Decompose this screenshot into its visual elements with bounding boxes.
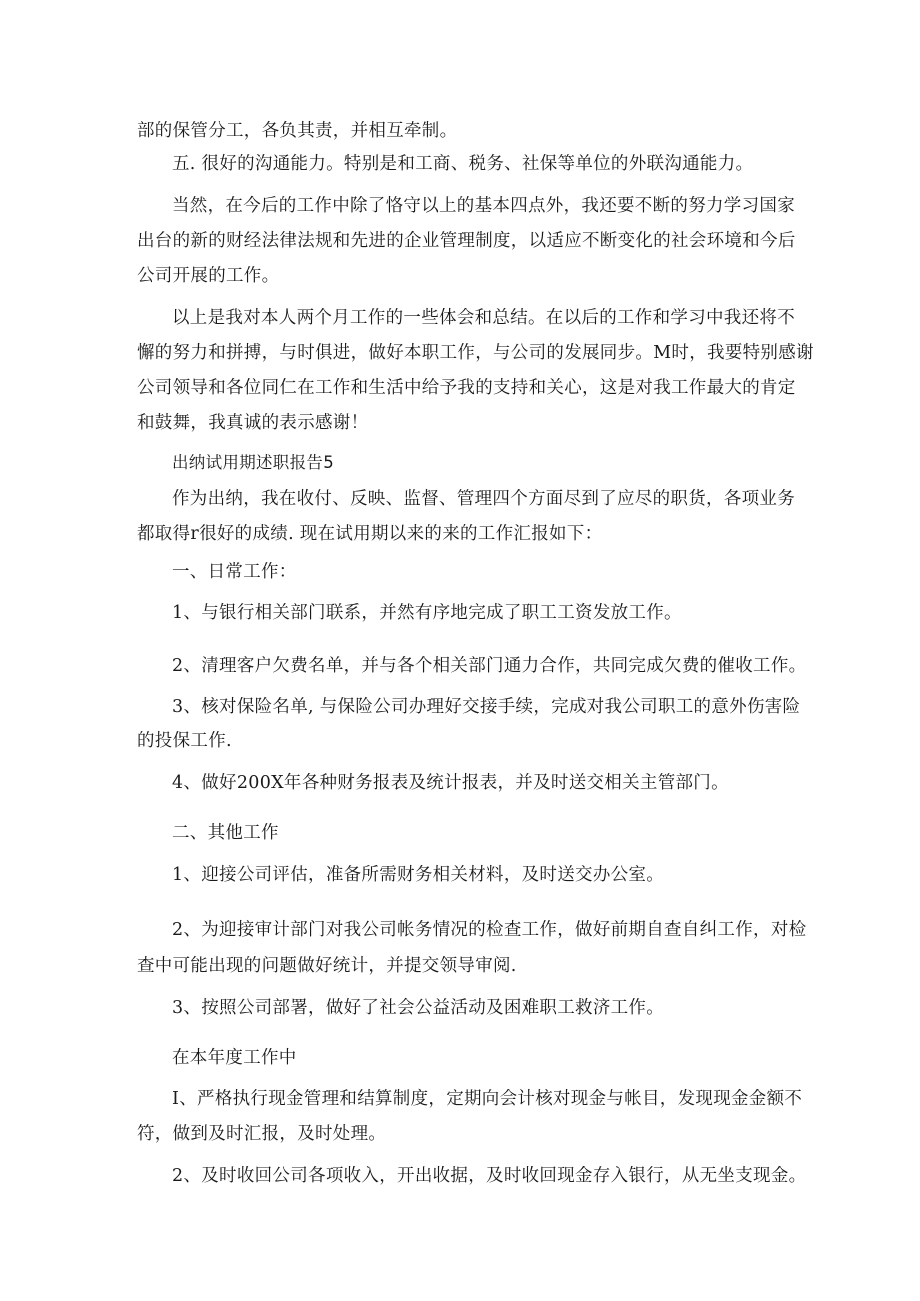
paragraph-line: 1、与银行相关部门联系，并然有序地完成了职工工资发放工作。 [172, 603, 682, 623]
paragraph-line: 都取得r很好的成绩. 现在试用期以来的来的工作汇报如下： [137, 524, 603, 544]
paragraph-line: 公司领导和各位同仁在工作和生活中给予我的支持和关心，这是对我工作最大的肯定 [137, 378, 796, 398]
paragraph-line: 1、迎接公司评估，准备所需财务相关材料，及时送交办公室。 [172, 865, 665, 885]
paragraph-line: 出台的新的财经法律法规和先进的企业管理制度，以适应不断变化的社会环境和今后 [137, 231, 796, 251]
paragraph-line: 2、为迎接审计部门对我公司帐务情况的检查工作，做好前期自查自纠工作，对检 [172, 920, 807, 940]
paragraph-line: 查中可能出现的问题做好统计，并提交领导审阅. [137, 956, 517, 976]
paragraph-line: 2、及时收回公司各项收入，开出收据，及时收回现金存入银行，从无坐支现金。 [172, 1166, 807, 1186]
paragraph-line: 的投保工作. [137, 731, 232, 751]
paragraph-line: 懈的努力和拼搏，与时俱进，做好本职工作，与公司的发展同步。M时，我要特别感谢 [137, 343, 814, 363]
paragraph-line: 以上是我对本人两个月工作的一些体会和总结。在以后的工作和学习中我还将不 [172, 308, 795, 328]
paragraph-line: 3、核对保险名单, 与保险公司办理好交接手续，完成对我公司职工的意外伤害险 [172, 697, 801, 717]
paragraph-line: 一、日常工作： [172, 562, 297, 582]
paragraph-line: 公司开展的工作。 [137, 266, 280, 286]
paragraph-line: 2、清理客户欠费名单，并与各个相关部门通力合作，共同完成欠费的催收工作。 [172, 656, 807, 676]
paragraph-line: 符，做到及时汇报，及时处理。 [137, 1124, 387, 1144]
paragraph-line: 4、做好200X年各种财务报表及统计报表，并及时送交相关主管部门。 [172, 773, 729, 793]
paragraph-line: 在本年度工作中 [172, 1048, 297, 1068]
paragraph-line: 二、其他工作 [172, 823, 279, 843]
paragraph-line: 五. 很好的沟通能力。特别是和工商、税务、社保等单位的外联沟通能力。 [172, 154, 754, 174]
paragraph-line: 和鼓舞，我真诚的表示感谢！ [137, 413, 369, 433]
paragraph-line: 3、按照公司部署，做好了社会公益活动及困难职工救济工作。 [172, 998, 665, 1018]
paragraph-line: 作为出纳，我在收付、反映、监督、管理四个方面尽到了应尽的职货，各项业务 [172, 489, 795, 509]
paragraph-line: I、严格执行现金管理和结算制度，定期向会计核对现金与帐目，发现现金金额不 [172, 1089, 803, 1109]
paragraph-line: 部的保管分工，各负其责，并相互牵制。 [137, 121, 458, 141]
paragraph-line: 当然，在今后的工作中除了恪守以上的基本四点外，我还要不断的努力学习国家 [172, 196, 795, 216]
section-heading: 出纳试用期述职报告5 [172, 453, 334, 472]
